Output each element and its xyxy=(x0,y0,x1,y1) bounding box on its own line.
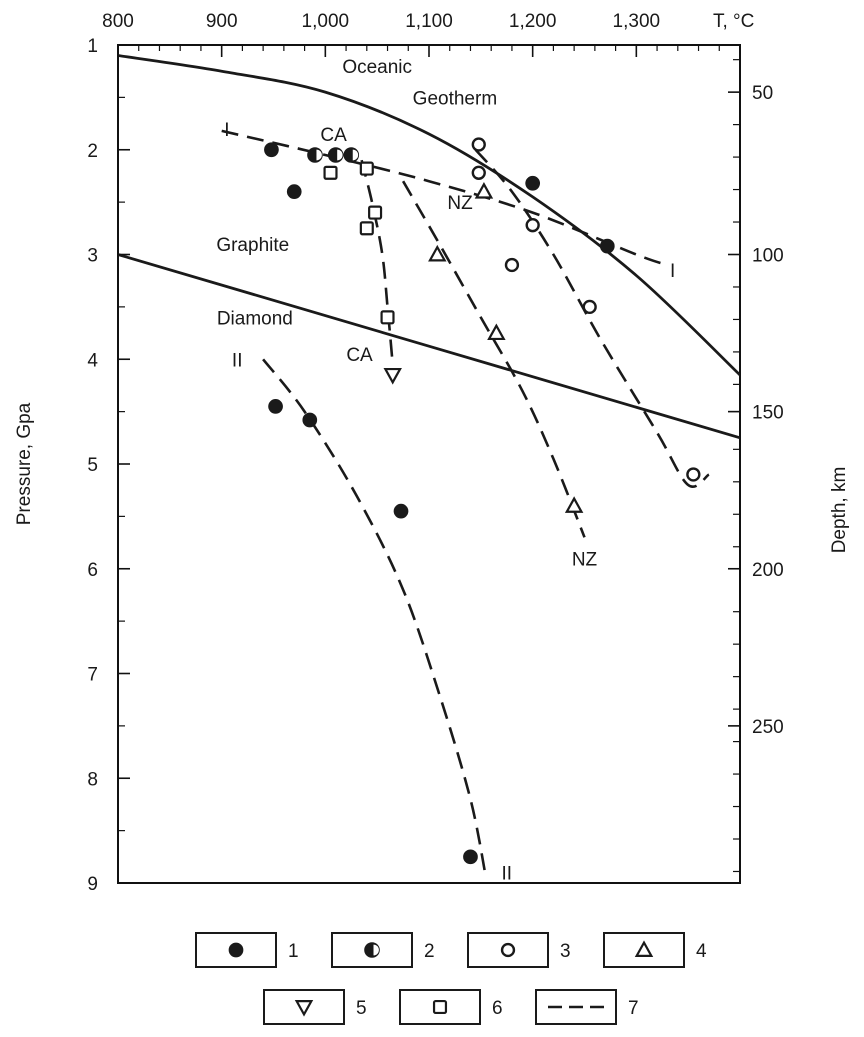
y-tick-label: 5 xyxy=(87,455,98,476)
annotation-geotherm: Geotherm xyxy=(412,88,498,110)
legend-item-5 xyxy=(264,990,367,1024)
x-axis-title: T, °C xyxy=(713,11,755,32)
y-tick-label: 1 xyxy=(87,36,98,57)
point-series-5 xyxy=(385,369,400,382)
point-series-1 xyxy=(394,504,409,519)
legend-item-7 xyxy=(536,990,639,1024)
legend-label: 4 xyxy=(696,941,707,962)
plot-frame xyxy=(118,45,740,883)
y2-tick-label: 150 xyxy=(752,402,784,424)
y-tick-label: 4 xyxy=(87,350,98,372)
legend-label: 3 xyxy=(560,941,571,962)
point-series-3 xyxy=(506,259,518,271)
markers-layer xyxy=(264,139,699,865)
y2-tick-label: 200 xyxy=(752,559,784,581)
x-tick-label: 1,000 xyxy=(301,11,350,32)
legend-item-1 xyxy=(196,933,299,967)
x-tick-label: 1,300 xyxy=(612,11,661,32)
annotation-ii-bottom: II xyxy=(501,863,513,885)
point-series-4 xyxy=(567,499,582,512)
point-series-3 xyxy=(473,139,485,151)
legend-item-6 xyxy=(400,990,503,1024)
point-series-3 xyxy=(584,301,596,313)
annotations-layer xyxy=(216,57,675,885)
curve-3 xyxy=(476,150,709,487)
legend-label: 1 xyxy=(288,941,299,962)
legend-item-2 xyxy=(332,933,435,967)
curve-II xyxy=(263,359,486,878)
point-series-3 xyxy=(527,219,539,231)
annotation-graphite: Graphite xyxy=(216,235,290,257)
y2-tick-label: 50 xyxy=(752,83,774,105)
x-tick-label: 800 xyxy=(102,11,134,32)
point-series-6 xyxy=(382,311,394,323)
annotation-oceanic: Oceanic xyxy=(342,56,413,78)
point-series-3 xyxy=(687,469,699,481)
curves-layer xyxy=(118,56,740,878)
ticks-layer xyxy=(87,11,783,895)
point-series-6 xyxy=(361,163,373,175)
curve-graphite-diamond xyxy=(118,255,740,438)
y-tick-label: 3 xyxy=(87,245,98,267)
annotation-i-right: I xyxy=(669,261,676,283)
point-series-6 xyxy=(361,222,373,234)
point-series-6 xyxy=(369,207,381,219)
y-tick-label: 8 xyxy=(87,769,98,791)
point-series-1 xyxy=(302,413,317,428)
point-series-1 xyxy=(264,142,279,157)
y-tick-label: 9 xyxy=(87,874,98,895)
point-series-4 xyxy=(489,326,504,339)
point-series-1 xyxy=(525,176,540,191)
y2-tick-label: 100 xyxy=(752,245,784,267)
legend-label: 2 xyxy=(424,941,435,962)
legend-marker-6 xyxy=(434,1001,446,1013)
annotation-diamond: Diamond xyxy=(216,308,293,330)
y-tick-label: 6 xyxy=(87,559,98,581)
legend-item-3 xyxy=(468,933,571,967)
point-series-4 xyxy=(477,184,492,197)
annotation-ii-top: II xyxy=(231,350,243,372)
x-tick-label: 1,100 xyxy=(405,11,453,32)
curve-NZ xyxy=(403,181,584,537)
point-series-1 xyxy=(268,399,283,414)
point-series-3 xyxy=(473,167,485,179)
x-tick-label: 900 xyxy=(205,11,238,32)
x-tick-label: 1,200 xyxy=(508,11,557,32)
annotation-ca-top: CA xyxy=(320,125,347,147)
annotation-nz-top: NZ xyxy=(447,193,473,215)
y-tick-label: 7 xyxy=(87,664,98,686)
legend-marker-1 xyxy=(229,943,244,958)
legend-label: 7 xyxy=(628,998,639,1019)
y2-tick-label: 250 xyxy=(752,716,784,738)
legend-label: 6 xyxy=(492,998,503,1019)
annotation-nz-bottom: NZ xyxy=(571,549,598,571)
point-series-1 xyxy=(463,849,478,864)
y-axis-title: Pressure, Gpa xyxy=(14,402,35,526)
y-tick-label: 2 xyxy=(87,140,98,162)
legend-label: 5 xyxy=(356,998,367,1019)
annotation-ca-bottom: CA xyxy=(346,345,373,367)
legend-item-4 xyxy=(604,933,707,967)
point-series-1 xyxy=(600,239,615,254)
point-series-1 xyxy=(287,184,302,199)
y2-axis-title: Depth, km xyxy=(829,466,850,554)
legend xyxy=(196,933,707,1024)
legend-marker-3 xyxy=(502,944,514,956)
point-series-6 xyxy=(325,167,337,179)
annotation-i-left: I xyxy=(224,119,230,141)
